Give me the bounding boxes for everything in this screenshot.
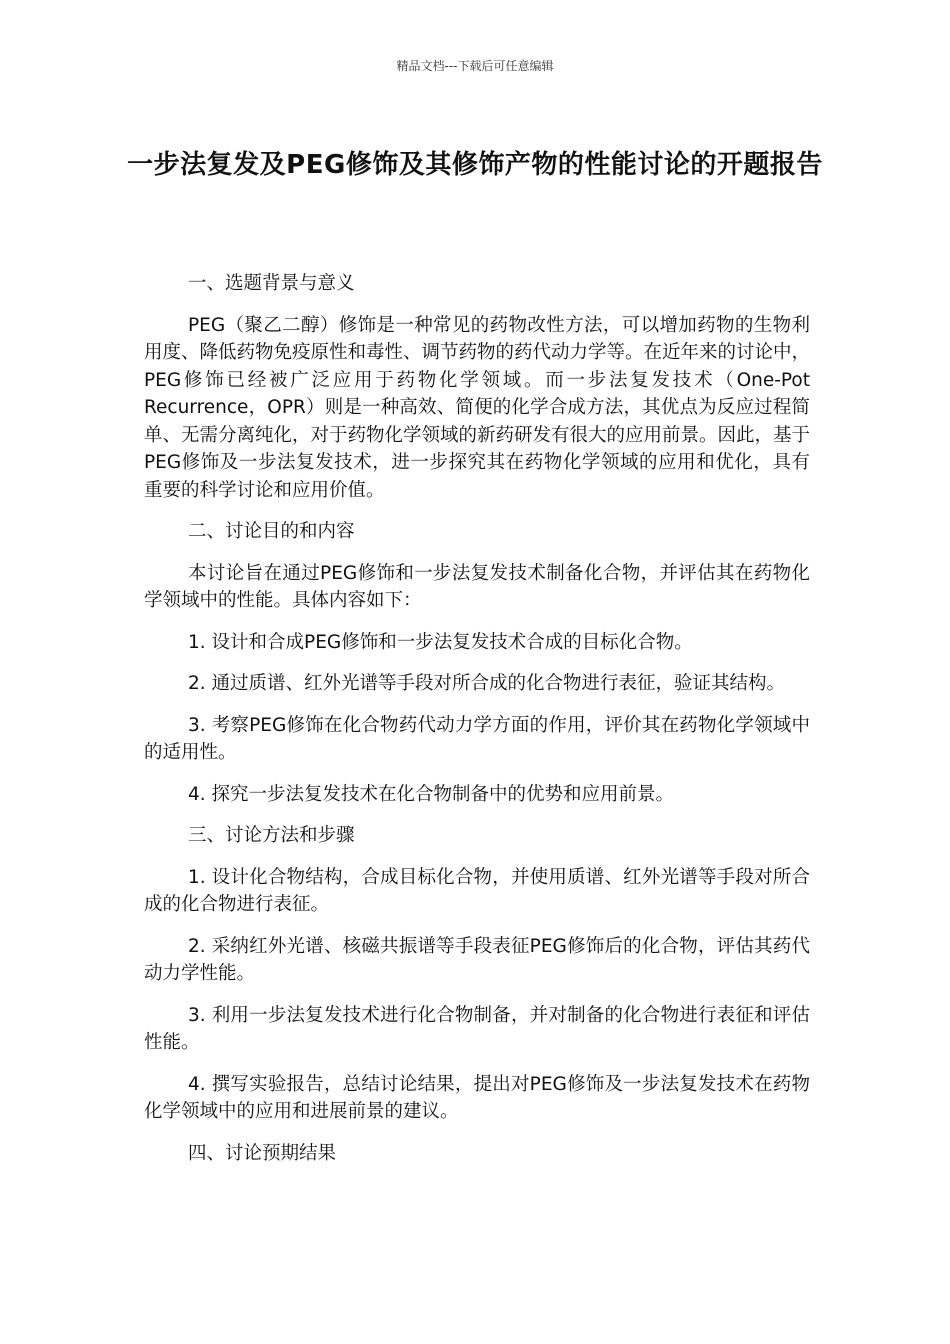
- section-heading-1: 一、选题背景与意义: [188, 273, 355, 294]
- section-2-item-1: 1. 设计和合成PEG修饰和一步法复发技术合成的目标化合物。: [188, 631, 693, 653]
- section-1-paragraph: PEG（聚乙二醇）修饰是一种常见的药物改性方法，可以增加药物的生物利用度、降低药物免疫原性和毒性、调节药物的药代动力学等。在近年来的讨论中，PEG修饰已经被广泛应用于药物化学领域。而一步法复发技术（One-Pot Recurrence，OPR）则是一种高效、简便的化学合成方法，其优点为反应过程简单、无需分离纯化，对于药物化学领域的新药研发有很大的应用前景。因此，基于PEG修饰及一步法复发技术，进一步探究其在药物化学领域的应用和优化，具有重要的科学讨论和应用价值。: [144, 314, 811, 501]
- section-2-intro: 本讨论旨在通过PEG修饰和一步法复发技术制备化合物，并评估其在药物化学领域中的性能。具体内容如下：: [144, 562, 810, 611]
- section-heading-3: 三、讨论方法和步骤: [188, 825, 355, 846]
- page-header: 精品文档---下载后可任意编辑: [396, 59, 554, 73]
- section-heading-4: 四、讨论预期结果: [188, 1142, 337, 1164]
- section-2-item-2: 2. 通过质谱、红外光谱等手段对所合成的化合物进行表征，验证其结构。: [188, 673, 786, 694]
- document-title: 一步法复发及PEG修饰及其修饰产物的性能讨论的开题报告: [127, 150, 823, 180]
- section-3-item-1: 1. 设计化合物结构，合成目标化合物，并使用质谱、红外光谱等手段对所合成的化合物进行表征。: [144, 866, 810, 915]
- section-3-item-3: 3. 利用一步法复发技术进行化合物制备，并对制备的化合物进行表征和评估性能。: [144, 1004, 810, 1053]
- document-body: [144, 270, 810, 1181]
- section-2-item-3: 3. 考察PEG修饰在化合物药代动力学方面的作用，评价其在药物化学领域中的适用性。: [144, 714, 810, 763]
- section-heading-2: 二、讨论目的和内容: [188, 521, 355, 542]
- section-3-item-4: 4. 撰写实验报告，总结讨论结果，提出对PEG修饰及一步法复发技术在药物化学领域中的应用和进展前景的建议。: [144, 1073, 810, 1122]
- section-2-item-4: 4. 探究一步法复发技术在化合物制备中的优势和应用前景。: [188, 783, 675, 805]
- section-3-item-2: 2. 采纳红外光谱、核磁共振谱等手段表征PEG修饰后的化合物，评估其药代动力学性能。: [144, 935, 810, 984]
